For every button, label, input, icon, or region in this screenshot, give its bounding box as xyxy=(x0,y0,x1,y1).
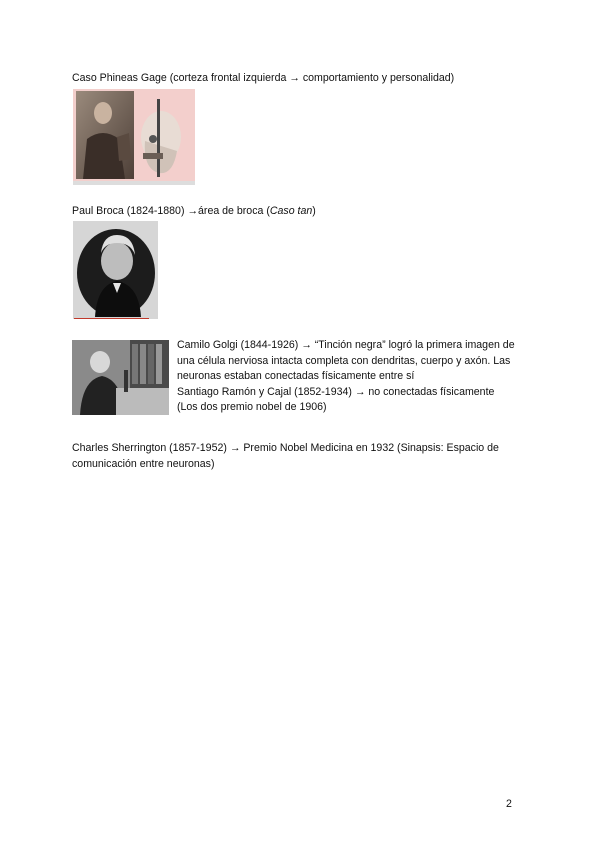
camilo-golgi-photo xyxy=(72,340,169,415)
golgi-paragraph xyxy=(177,338,515,416)
broca-caption: Paul Broca (1824-1880) →área de broca (Caso tan) xyxy=(72,205,316,217)
golgi-line: Camilo Golgi (1844-1926) → “Tinción negra” logró la primera imagen de xyxy=(177,339,515,351)
sherrington-line: comunicación entre neuronas) xyxy=(72,457,215,470)
nobel-line: (Los dos premio nobel de 1906) xyxy=(177,401,327,413)
page-number: 2 xyxy=(506,798,512,810)
golgi-line: neuronas estaban conectadas físicamente entre sí xyxy=(177,370,415,382)
paul-broca-photo xyxy=(73,221,158,319)
photo-underline xyxy=(74,318,149,319)
golgi-line: una célula nerviosa intacta completa con dendritas, cuerpo y axón. Las xyxy=(177,354,511,367)
sherrington-line: Charles Sherrington (1857-1952) → Premio Nobel Medicina en 1932 (Sinapsis: Espacio de xyxy=(72,442,499,454)
gage-caption: Caso Phineas Gage (corteza frontal izquierda → comportamiento y personalidad) xyxy=(72,72,455,84)
phineas-gage-photo xyxy=(73,89,195,185)
sherrington-paragraph xyxy=(72,441,499,472)
cajal-line: Santiago Ramón y Cajal (1852-1934) → no conectadas físicamente xyxy=(177,385,495,398)
